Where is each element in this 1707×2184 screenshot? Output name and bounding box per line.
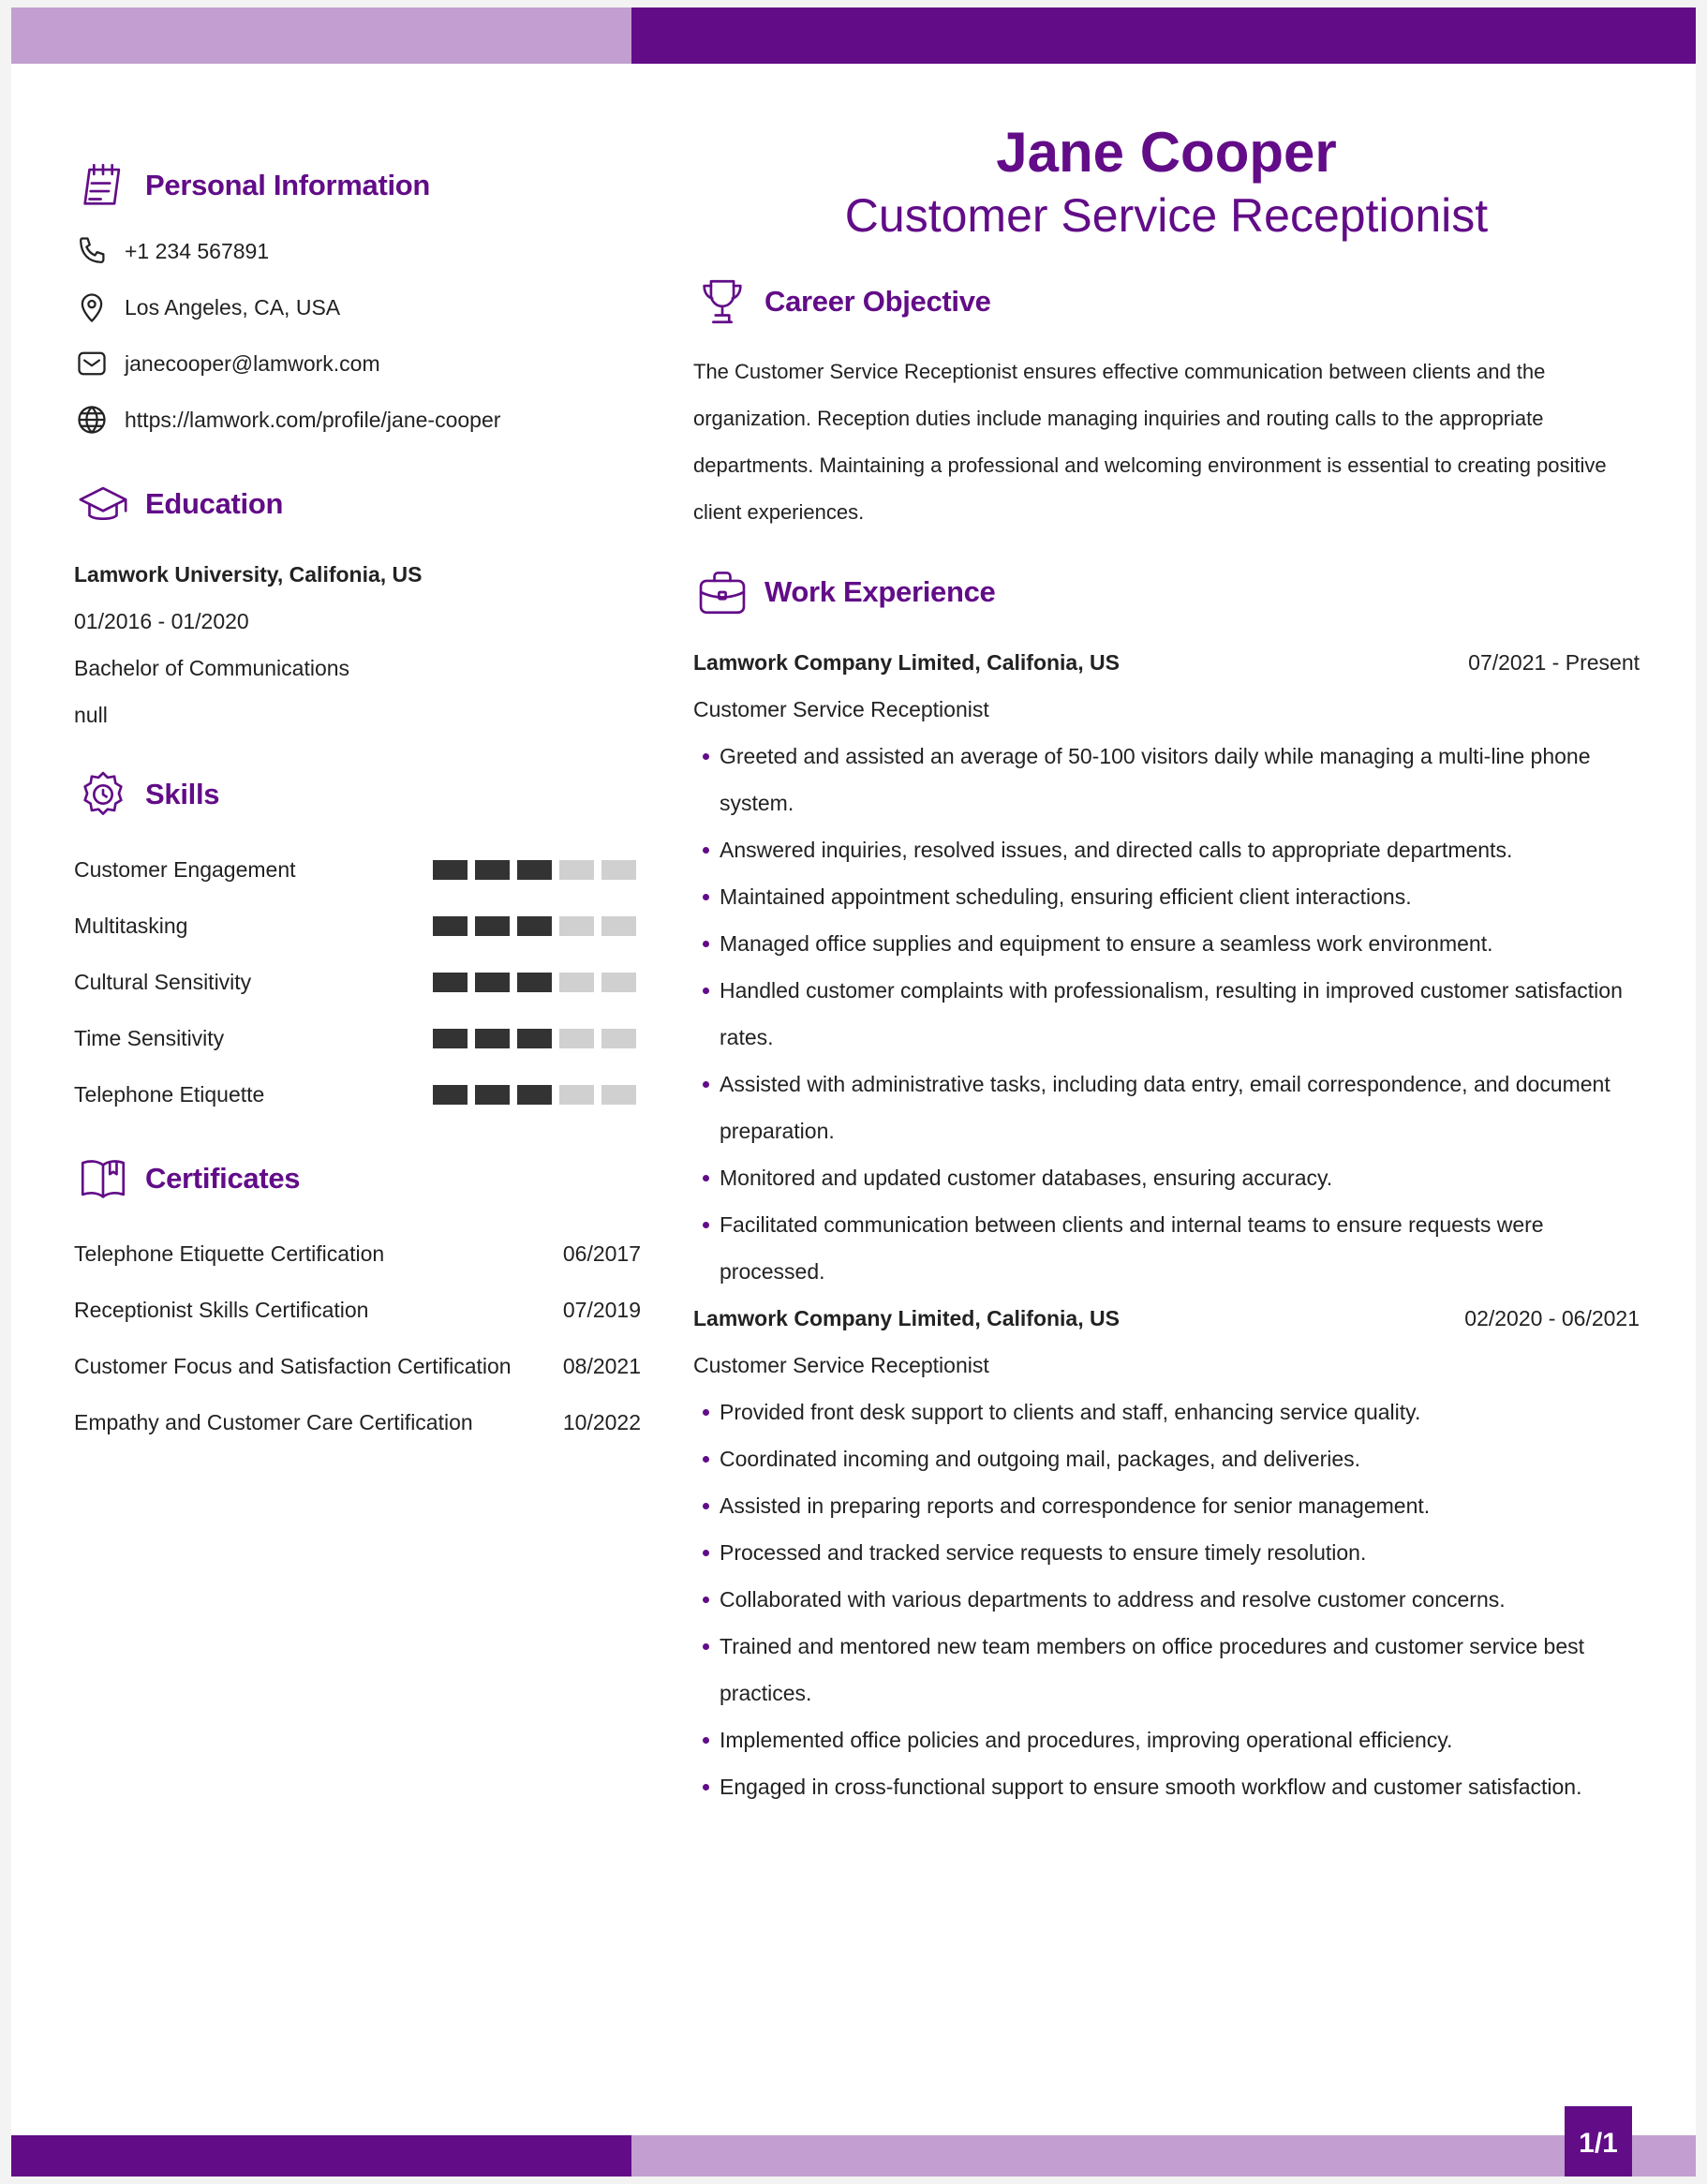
job-bullet: Greeted and assisted an average of 50-100 visitors daily while managing a multi-line phone system. — [720, 733, 1640, 826]
skill-level-segment — [601, 973, 636, 992]
certificate-row — [74, 1282, 641, 1338]
certificate-name: Empathy and Customer Care Certification — [74, 1409, 473, 1434]
job-bullet: Trained and mentored new team members on office procedures and customer service best practices. — [720, 1623, 1640, 1716]
objective-text: The Customer Service Receptionist ensures effective communication between clients and the organization. Reception duties include managing inquiries and routing calls to the appropriate departments. Maintaining a professional and welcoming environment is essential to creating positive client experiences. — [693, 360, 1607, 524]
skills-header — [74, 757, 641, 832]
job-bullet: Facilitated communication between clients and internal teams to ensure requests were processed. — [720, 1201, 1640, 1295]
skill-level-segment — [517, 916, 552, 936]
skill-level-segment — [433, 973, 468, 992]
skill-row — [74, 954, 636, 1010]
bottom-accent-bar-light — [631, 2135, 1696, 2177]
contact-website — [74, 392, 641, 448]
calendar-note-icon — [74, 156, 132, 215]
experience-section — [693, 555, 1640, 1810]
skill-row — [74, 841, 636, 898]
job-bullet: Managed office supplies and equipment to ensure a seamless work environment. — [720, 920, 1640, 967]
education-section — [74, 467, 641, 738]
skill-level-segment — [433, 916, 468, 936]
objective-header — [693, 264, 1640, 339]
personal-info-section — [74, 148, 641, 448]
job-bullet: Provided front desk support to clients and staff, enhancing service quality. — [720, 1389, 1640, 1435]
job-dates: 07/2021 - Present — [1468, 650, 1640, 675]
job-dates: 02/2020 - 06/2021 — [1464, 1306, 1640, 1330]
mail-icon — [74, 346, 110, 381]
skill-level-segment — [517, 1085, 552, 1105]
section-title: Education — [145, 487, 284, 520]
skill-row — [74, 1010, 636, 1066]
certificate-row — [74, 1394, 641, 1450]
job-bullet: Answered inquiries, resolved issues, and directed calls to appropriate departments. — [720, 826, 1640, 873]
certificates-section — [74, 1141, 641, 1450]
certificate-date: 10/2022 — [562, 1409, 641, 1434]
website-text[interactable]: https://lamwork.com/profile/jane-cooper — [125, 407, 501, 432]
skill-level-meter — [433, 1085, 636, 1105]
skill-level-segment — [433, 860, 468, 880]
phone-icon — [74, 233, 110, 269]
resume-page — [11, 7, 1696, 2177]
section-title: Personal Information — [145, 169, 431, 201]
job-role: Customer Service Receptionist — [693, 1353, 989, 1377]
certificate-date: 06/2017 — [562, 1241, 641, 1266]
skills-section — [74, 757, 641, 1122]
skill-name: Multitasking — [74, 913, 188, 938]
education-header — [74, 467, 641, 542]
contact-location — [74, 279, 641, 335]
skill-level-segment — [475, 860, 510, 880]
gear-icon — [74, 765, 132, 824]
skill-level-segment — [517, 1029, 552, 1048]
section-title: Certificates — [145, 1162, 301, 1195]
book-icon — [74, 1150, 132, 1208]
education-extra: null — [74, 703, 108, 727]
job-bullet: Monitored and updated customer databases, ensuring accuracy. — [720, 1154, 1640, 1201]
job-bullet: Engaged in cross-functional support to ensure smooth workflow and customer satisfaction. — [720, 1763, 1640, 1810]
job-entry — [693, 639, 1640, 1295]
certificate-name: Customer Focus and Satisfaction Certification — [74, 1353, 512, 1378]
objective-section — [693, 264, 1640, 536]
skill-level-segment — [601, 1085, 636, 1105]
page-number-badge: 1/1 — [1565, 2106, 1632, 2177]
job-company: Lamwork Company Limited, Califonia, US — [693, 1306, 1120, 1330]
education-dates: 01/2016 - 01/2020 — [74, 609, 249, 633]
trophy-icon — [693, 273, 751, 331]
contact-phone — [74, 223, 641, 279]
skills-list — [74, 841, 636, 1122]
phone-text: +1 234 567891 — [125, 238, 270, 263]
job-header — [693, 639, 1640, 686]
graduation-cap-icon — [74, 475, 132, 533]
certificates-list — [74, 1226, 641, 1450]
education-degree: Bachelor of Communications — [74, 656, 350, 680]
skill-level-segment — [433, 1085, 468, 1105]
left-column — [74, 148, 641, 1450]
skill-name: Time Sensitivity — [74, 1025, 225, 1050]
certificate-name: Receptionist Skills Certification — [74, 1297, 369, 1322]
experience-header — [693, 555, 1640, 630]
skill-level-segment — [559, 860, 594, 880]
right-column — [693, 120, 1640, 1810]
skill-level-meter — [433, 973, 636, 992]
skill-level-segment — [475, 916, 510, 936]
job-bullet: Coordinated incoming and outgoing mail, packages, and deliveries. — [720, 1435, 1640, 1482]
skill-level-segment — [517, 973, 552, 992]
candidate-name: Jane Cooper — [996, 121, 1337, 184]
section-title: Skills — [145, 778, 220, 810]
personal-info-header — [74, 148, 641, 223]
skill-level-meter — [433, 916, 636, 936]
top-accent-bar-light — [11, 7, 631, 64]
globe-icon — [74, 402, 110, 438]
job-role: Customer Service Receptionist — [693, 697, 989, 721]
certificate-name: Telephone Etiquette Certification — [74, 1241, 385, 1266]
skill-level-meter — [433, 860, 636, 880]
job-bullet: Assisted with administrative tasks, including data entry, email correspondence, and document preparation. — [720, 1061, 1640, 1154]
briefcase-icon — [693, 563, 751, 621]
skill-level-segment — [475, 973, 510, 992]
top-accent-bar-dark — [631, 7, 1696, 64]
skill-name: Customer Engagement — [74, 856, 296, 882]
job-bullet: Processed and tracked service requests to ensure timely resolution. — [720, 1529, 1640, 1576]
job-bullet: Implemented office policies and procedures, improving operational efficiency. — [720, 1716, 1640, 1763]
job-bullet: Assisted in preparing reports and correspondence for senior management. — [720, 1482, 1640, 1529]
email-text[interactable]: janecooper@lamwork.com — [125, 350, 380, 376]
jobs-list — [693, 639, 1640, 1810]
job-company: Lamwork Company Limited, Califonia, US — [693, 650, 1120, 675]
skill-name: Telephone Etiquette — [74, 1081, 265, 1107]
certificate-date: 07/2019 — [562, 1297, 641, 1322]
certificate-row — [74, 1338, 641, 1394]
skill-level-segment — [559, 973, 594, 992]
job-bullet: Maintained appointment scheduling, ensuring efficient client interactions. — [720, 873, 1640, 920]
contact-email — [74, 335, 641, 392]
education-school: Lamwork University, Califonia, US — [74, 562, 423, 587]
job-entry — [693, 1295, 1640, 1810]
location-text: Los Angeles, CA, USA — [125, 294, 341, 319]
skill-level-segment — [601, 916, 636, 936]
skill-level-segment — [475, 1085, 510, 1105]
section-title: Work Experience — [764, 575, 996, 608]
skill-row — [74, 1066, 636, 1122]
job-bullets — [693, 733, 1640, 1295]
section-title: Career Objective — [764, 285, 991, 318]
job-bullets — [693, 1389, 1640, 1810]
job-bullet: Collaborated with various departments to address and resolve customer concerns. — [720, 1576, 1640, 1623]
skill-level-segment — [475, 1029, 510, 1048]
certificate-row — [74, 1226, 641, 1282]
skill-level-segment — [433, 1029, 468, 1048]
skill-level-segment — [601, 860, 636, 880]
skill-level-meter — [433, 1029, 636, 1048]
skill-row — [74, 898, 636, 954]
skill-level-segment — [559, 1085, 594, 1105]
certificates-header — [74, 1141, 641, 1216]
certificate-date: 08/2021 — [562, 1353, 641, 1378]
job-header — [693, 1295, 1640, 1342]
skill-level-segment — [517, 860, 552, 880]
candidate-title: Customer Service Receptionist — [844, 189, 1489, 242]
skill-name: Cultural Sensitivity — [74, 969, 252, 994]
skill-level-segment — [559, 1029, 594, 1048]
job-bullet: Handled customer complaints with professionalism, resulting in improved customer satisfaction rates. — [720, 967, 1640, 1061]
bottom-accent-bar-dark — [11, 2135, 631, 2177]
skill-level-segment — [601, 1029, 636, 1048]
map-pin-icon — [74, 290, 110, 325]
skill-level-segment — [559, 916, 594, 936]
